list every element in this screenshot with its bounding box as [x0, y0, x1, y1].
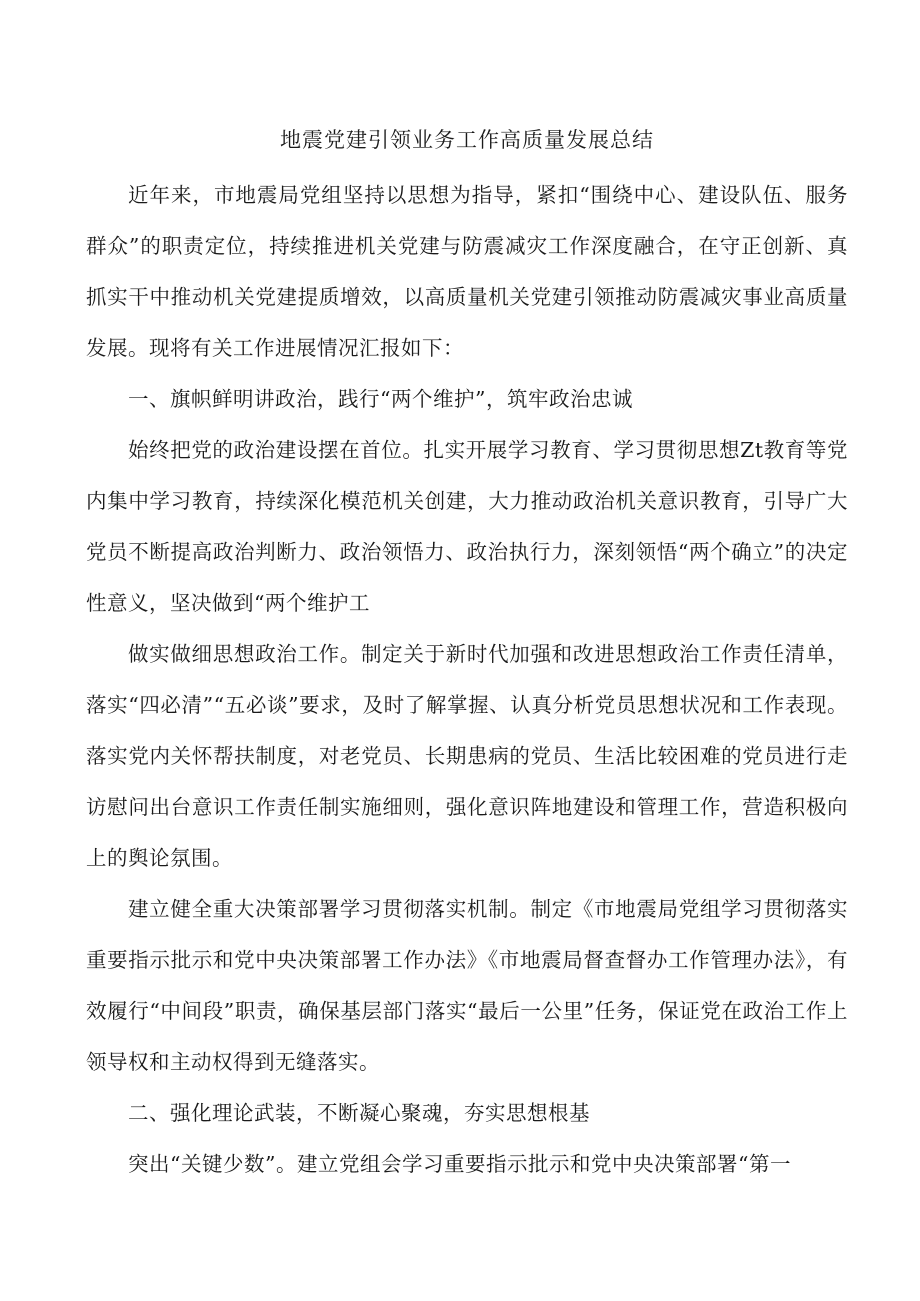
paragraph-ideological-work: 做实做细思想政治工作。制定关于新时代加强和改进思想政治工作责任清单，落实“四必清”“五必谈”要求，及时了解掌握、认真分析党员思想状况和工作表现。落实党内关怀帮扶制度，对老党员、长期患病的党员、生活比较困难的党员进行走访慰问出台意识工作责任制实施细则，强化意识阵地建设和管理工作，营造积极向上的舆论氛围。 [86, 642, 848, 870]
document-title: 地震党建引领业务工作高质量发展总结 [280, 128, 654, 152]
document-page [86, 118, 848, 1190]
paragraph-political-construction: 始终把党的政治建设摆在首位。扎实开展学习教育、学习贯彻思想Zt教育等党内集中学习教育，持续深化模范机关创建，大力推动政治机关意识教育，引导广大党员不断提高政治判断力、政治领悟力、政治执行力，深刻领悟“两个确立”的决定性意义，坚决做到“两个维护工 [86, 438, 848, 615]
section-heading-1: 一、旗帜鲜明讲政治，践行“两个维护”，筑牢政治忠诚 [128, 387, 633, 411]
paragraph-key-minority: 突出“关键少数”。建立党组会学习重要指示批示和党中央决策部署“第一 [128, 1152, 791, 1176]
section-heading-2: 二、强化理论武装，不断凝心聚魂，夯实思想根基 [128, 1101, 590, 1125]
paragraph-decision-mechanism: 建立健全重大决策部署学习贯彻落实机制。制定《市地震局党组学习贯彻落实重要指示批示和党中央决策部署工作办法》《市地震局督查督办工作管理办法》，有效履行“中间段”职责，确保基层部门落实“最后一公里”任务，保证党在政治工作上领导权和主动权得到无缝落实。 [86, 897, 848, 1074]
paragraph-intro: 近年来，市地震局党组坚持以思想为指导，紧扣“围绕中心、建设队伍、服务群众”的职责定位，持续推进机关党建与防震减灾工作深度融合，在守正创新、真抓实干中推动机关党建提质增效，以高质量机关党建引领推动防震减灾事业高质量发展。现将有关工作进展情况汇报如下： [86, 183, 848, 360]
